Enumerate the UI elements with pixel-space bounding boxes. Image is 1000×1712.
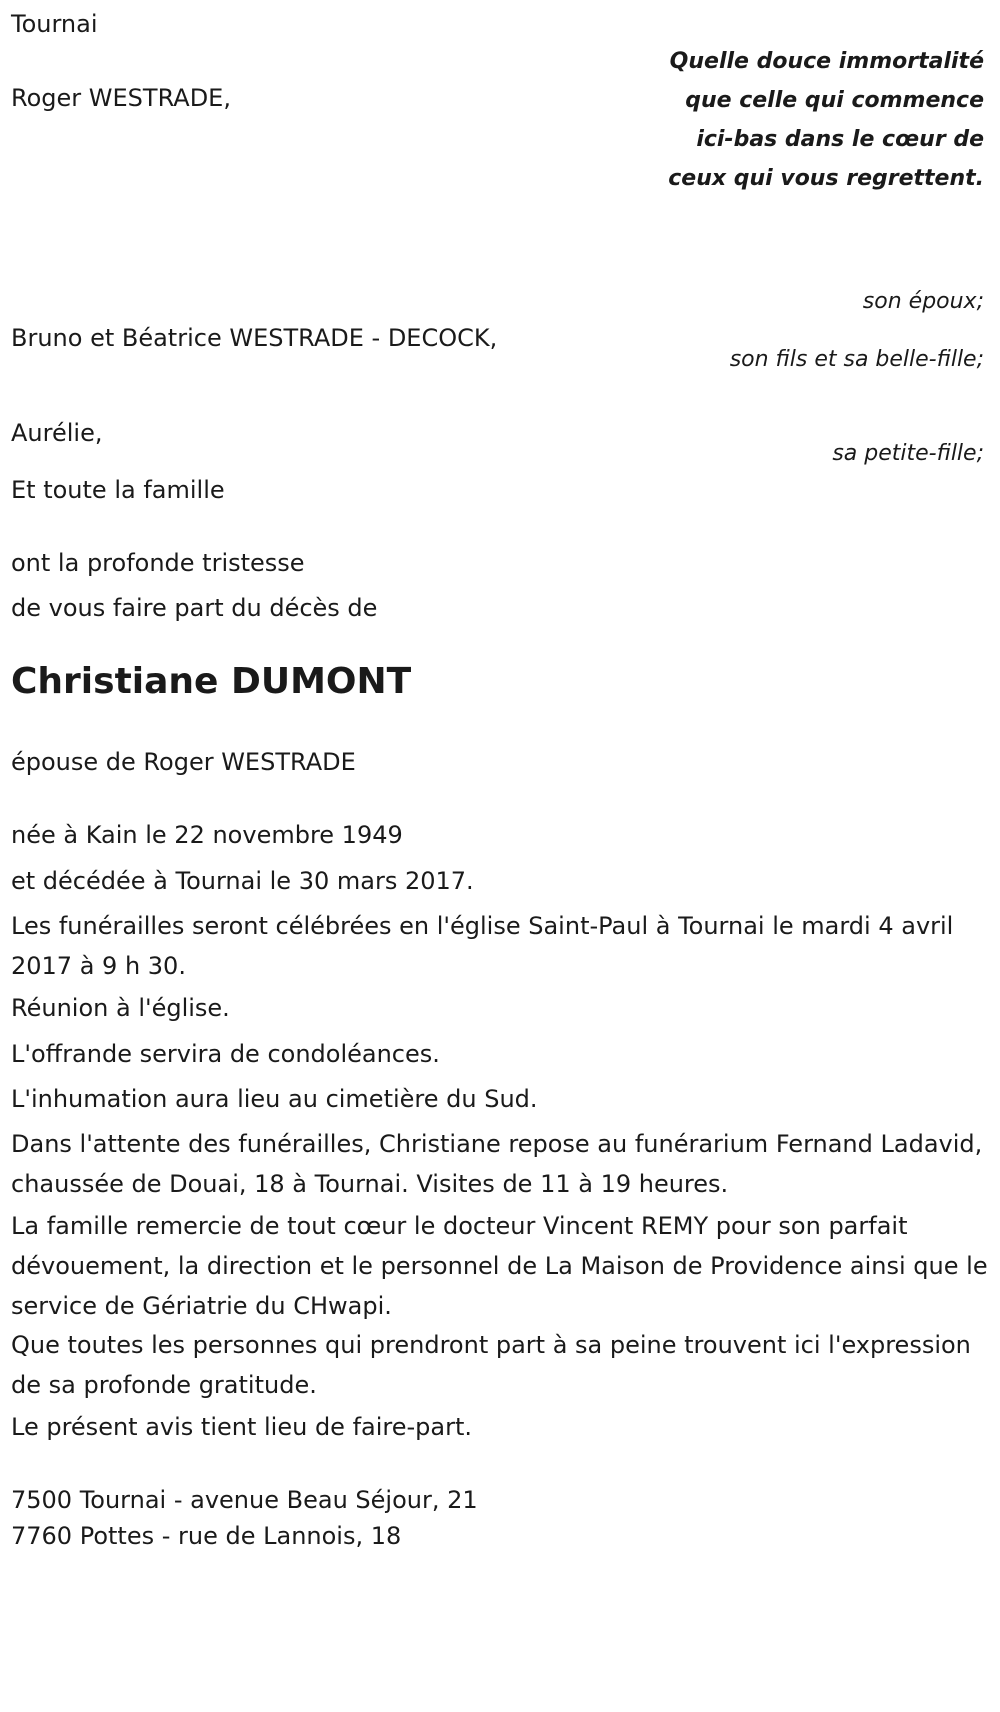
family-member-relation: son époux;	[862, 289, 984, 314]
birth-line: née à Kain le 22 novembre 1949	[11, 821, 403, 849]
announcement-line: de vous faire part du décès de	[11, 594, 378, 622]
gratitude-paragraph: Que toutes les personnes qui prendront part à sa peine trouvent ici l'expression de sa profonde gratitude.	[11, 1331, 971, 1399]
visitation-details: Dans l'attente des funérailles, Christiane repose au funérarium Fernand Ladavid, chaussée de Douai, 18 à Tournai. Visites de 11 à 19 heures.	[11, 1130, 983, 1198]
address-line: 7760 Pottes - rue de Lannois, 18	[11, 1522, 402, 1550]
burial-note: L'inhumation aura lieu au cimetière du Sud.	[11, 1085, 538, 1113]
family-member-name: Et toute la famille	[11, 476, 225, 504]
family-member-name: Bruno et Béatrice WESTRADE - DECOCK,	[11, 324, 498, 352]
notice-statement: Le présent avis tient lieu de faire-part.	[11, 1413, 473, 1441]
memorial-quote: Quelle douce immortalité que celle qui commence ici-bas dans le cœur de ceux qui vous regrettent.	[668, 49, 984, 191]
spouse-line: épouse de Roger WESTRADE	[11, 748, 356, 776]
funeral-details: Les funérailles seront célébrées en l'église Saint-Paul à Tournai le mardi 4 avril 2017 à 9 h 30.	[11, 912, 954, 980]
family-member-name: Roger WESTRADE,	[11, 84, 231, 112]
address-line: 7500 Tournai - avenue Beau Séjour, 21	[11, 1486, 478, 1514]
announcement-line: ont la profonde tristesse	[11, 549, 305, 577]
family-member-relation: son fils et sa belle-fille;	[729, 347, 984, 372]
family-member-name: Aurélie,	[11, 419, 103, 447]
gathering-note: Réunion à l'église.	[11, 994, 230, 1022]
death-line: et décédée à Tournai le 30 mars 2017.	[11, 867, 474, 895]
family-member-relation: sa petite-fille;	[832, 441, 984, 466]
deceased-name: Christiane DUMONT	[11, 661, 412, 702]
city-heading: Tournai	[11, 10, 98, 38]
thanks-paragraph: La famille remercie de tout cœur le docteur Vincent REMY pour son parfait dévouement, la direction et le personnel de La Maison de Providence ainsi que le service de Gériatrie du CHwapi.	[11, 1212, 988, 1320]
offering-note: L'offrande servira de condoléances.	[11, 1040, 440, 1068]
